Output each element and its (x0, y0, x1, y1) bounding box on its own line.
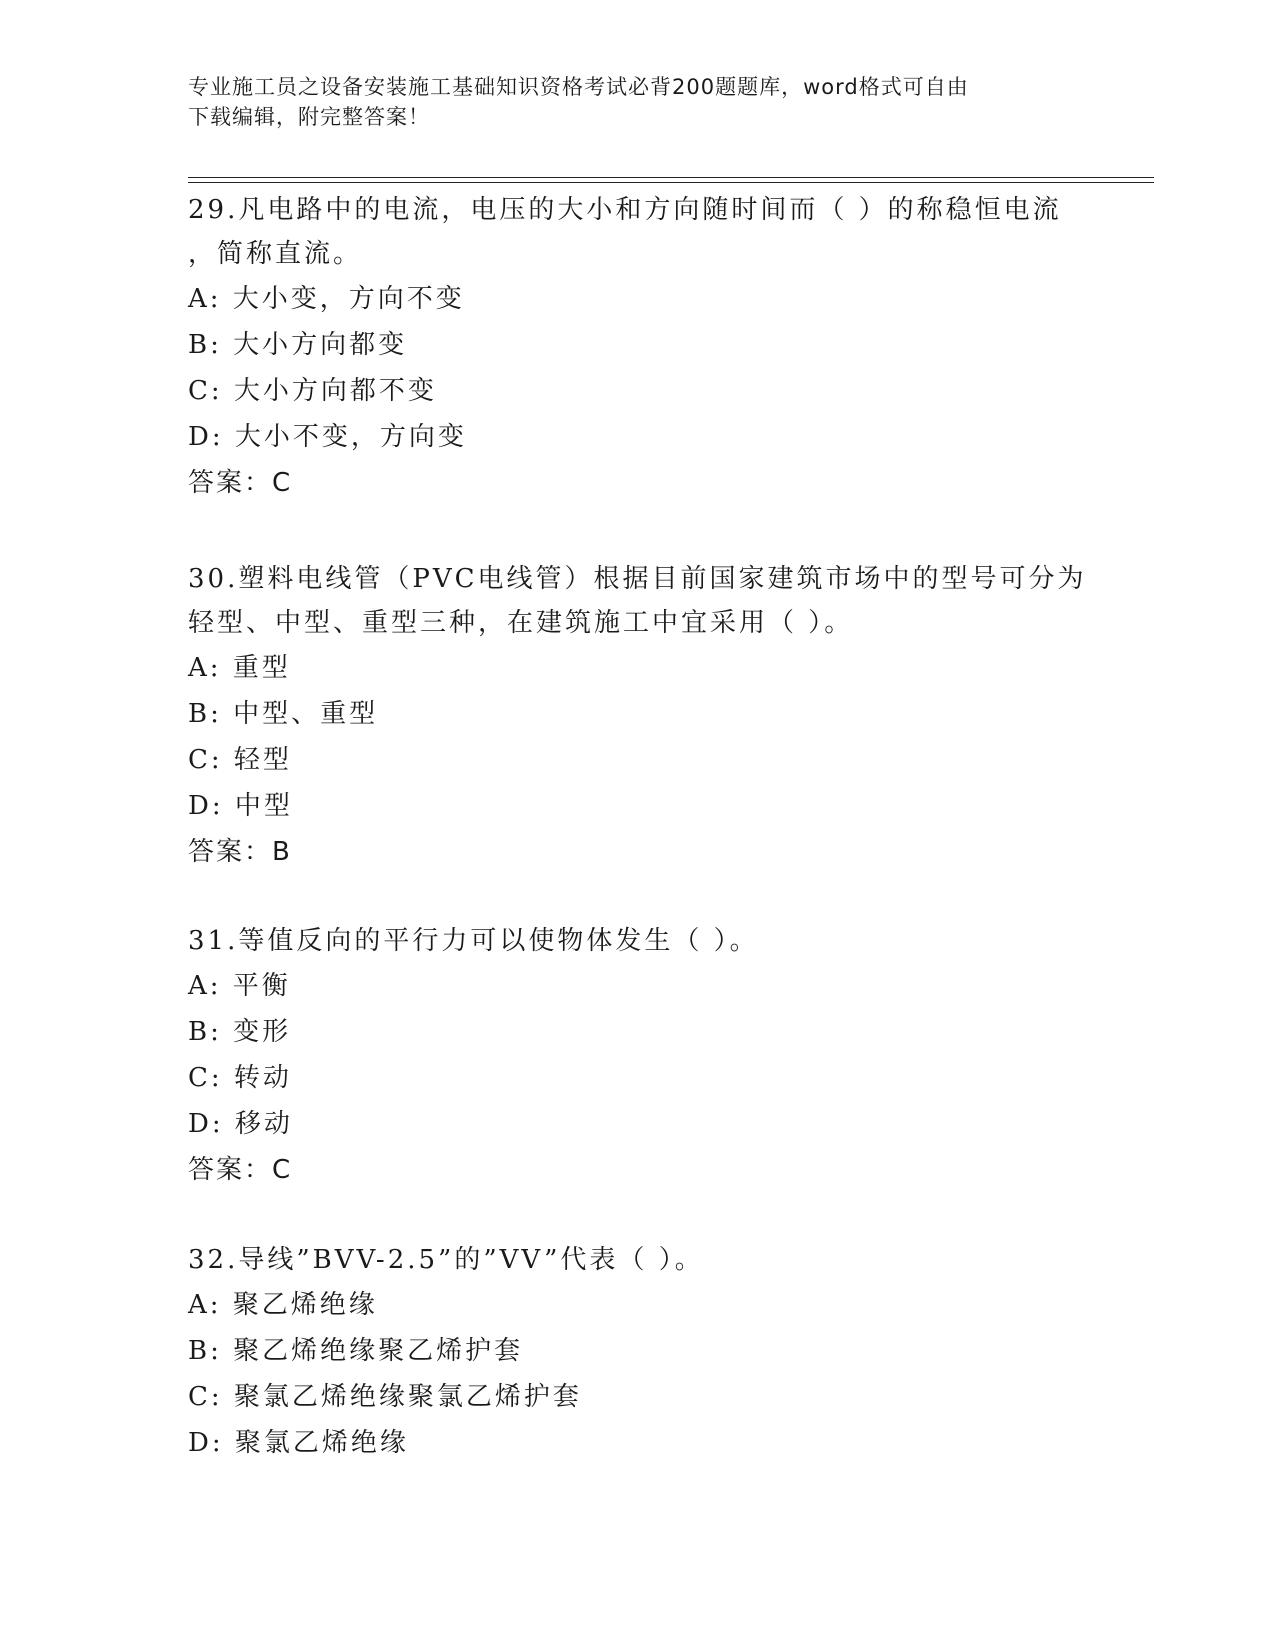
option-d: D: 中型 (188, 791, 293, 821)
question-stem: 30.塑料电线管（PVC电线管）根据目前国家建筑市场中的型号可分为 (188, 564, 1087, 594)
question-stem-continued: 轻型、中型、重型三种，在建筑施工中宜采用（ ）。 (188, 608, 854, 638)
option-c: C: 轻型 (188, 745, 292, 775)
option-b: B: 聚乙烯绝缘聚乙烯护套 (188, 1336, 524, 1366)
question-stem: 32.导线”BVV-2.5”的”VV”代表（ ）。 (188, 1245, 704, 1275)
option-a: A: 聚乙烯绝缘 (188, 1290, 378, 1320)
option-b: B: 中型、重型 (188, 699, 379, 729)
option-b: B: 大小方向都变 (188, 330, 408, 360)
header-divider-bottom (188, 182, 1154, 183)
option-b: B: 变形 (188, 1017, 292, 1047)
header-line-1: 专业施工员之设备安装施工基础知识资格考试必背200题题库，word格式可自由 (188, 75, 969, 99)
option-a: A: 平衡 (188, 971, 291, 1001)
question-32 (188, 1238, 1088, 1466)
document-header (188, 72, 1068, 132)
option-c: C: 转动 (188, 1063, 292, 1093)
option-d: D: 大小不变，方向变 (188, 422, 467, 452)
option-a: A: 大小变，方向不变 (188, 284, 465, 314)
question-stem: 29.凡电路中的电流，电压的大小和方向随时间而（ ）的称稳恒电流 (188, 195, 1062, 225)
question-31 (188, 919, 1088, 1193)
option-d: D: 移动 (188, 1109, 293, 1139)
option-c: C: 大小方向都不变 (188, 376, 437, 406)
question-30 (188, 557, 1088, 875)
answer: 答案：C (188, 468, 293, 498)
option-c: C: 聚氯乙烯绝缘聚氯乙烯护套 (188, 1382, 582, 1412)
question-stem: 31.等值反向的平行力可以使物体发生（ ）。 (188, 926, 759, 956)
answer: 答案：C (188, 1155, 293, 1185)
option-d: D: 聚氯乙烯绝缘 (188, 1428, 409, 1458)
question-29 (188, 188, 1088, 506)
header-line-2: 下载编辑，附完整答案！ (188, 105, 430, 129)
answer: 答案：B (188, 837, 292, 867)
question-stem-continued: ，简称直流。 (188, 239, 363, 269)
header-divider-top (188, 177, 1154, 178)
option-a: A: 重型 (188, 653, 291, 683)
